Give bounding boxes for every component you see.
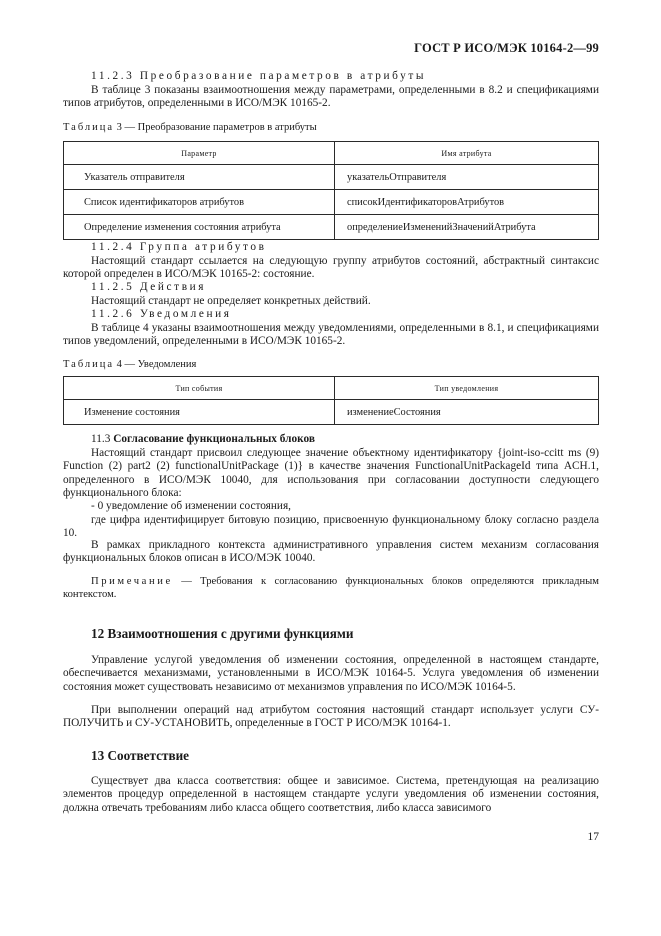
table4-header-notification: Тип уведомления — [335, 377, 599, 400]
table3-caption-prefix: Таблица — [63, 122, 115, 133]
table-row — [64, 400, 599, 425]
section-11-3-number: 11.3 — [91, 433, 114, 445]
table-cell: определениеИзмененийЗначенийАтрибута — [335, 215, 599, 240]
table-cell: Определение изменения состояния атрибута — [64, 215, 335, 240]
note-text: — Требования к согласованию функциональных блоков определяются прикладным контекстом. — [63, 576, 599, 601]
document-header: ГОСТ Р ИСО/МЭК 10164-2—99 — [414, 41, 599, 55]
section-11-2-6-title: 11.2.6 Уведомления — [91, 308, 232, 320]
table3-header-param: Параметр — [64, 142, 335, 165]
table4-header-event: Тип события — [64, 377, 335, 400]
section-13-para1: Существует два класса соответствия: общее и зависимое. Система, претендующая на реализацию элементов процедур определенной в настоящем стандарте услуги уведомления об изменении состояния, должна отвечать требованиям либо класса общего соответствия, либо класса зависимого — [63, 775, 599, 814]
section-12-para1: Управление услугой уведомления об изменении состояния, определенной в настоящем стандарте, обеспечивается механизмами, установленными в ИСО/МЭК 10164-5. Услуга уведомления об изменении состояния может существовать независимо от механизмов управления по ИСО/МЭК 10164-5. — [63, 654, 599, 693]
section-11-2-3-text: В таблице 3 показаны взаимоотношения между параметрами, определенными в 8.2 и спецификациями типов атрибутов, определенными в ИСО/МЭК 10165-2. — [63, 84, 599, 110]
table-row — [64, 165, 599, 190]
table-row — [64, 190, 599, 215]
page-number: 17 — [587, 831, 599, 843]
section-11-2-4-title: 11.2.4 Группа атрибутов — [91, 241, 267, 253]
table-cell: указательОтправителя — [335, 165, 599, 190]
section-11-3-para2: где цифра идентифицирует битовую позицию, присвоенную функциональному блоку согласно раздела 10. — [63, 514, 599, 540]
table4-caption-rest: 4 — Уведомления — [114, 359, 197, 370]
table-cell: Указатель отправителя — [64, 165, 335, 190]
table3-header-row — [64, 142, 599, 165]
section-11-3-para1: Настоящий стандарт присвоил следующее значение объектному идентификатору {joint-iso-ccitt ms (9) Function (2) part2 (2) functionalUnitPackage (1)} в качестве значения FunctionalUnitPackageId типа ACH.1, определенного в ИСО/МЭК 10040, для использования при согласовании доступности следующего функционального блока: — [63, 447, 599, 500]
section-11-3-note — [63, 575, 599, 602]
section-11-2-3-title: 11.2.3 Преобразование параметров в атрибуты — [91, 70, 427, 82]
section-11-3-list-item: - 0 уведомление об изменении состояния, — [91, 500, 291, 512]
section-11-3-heading: Согласование функциональных блоков — [113, 433, 315, 445]
section-11-2-6-text: В таблице 4 указаны взаимоотношения между уведомлениями, определенными в 8.1, и спецификациями типов уведомлений, определенными в ИСО/МЭК 10165-2. — [63, 322, 599, 348]
section-12-title: 12 Взаимоотношения с другими функциями — [91, 626, 354, 641]
table-row — [64, 215, 599, 240]
table3 — [63, 141, 599, 240]
table-cell: изменениеСостояния — [335, 400, 599, 425]
table4-caption — [63, 359, 196, 370]
section-11-3-title — [91, 433, 599, 446]
section-11-2-5-text: Настоящий стандарт не определяет конкретных действий. — [91, 295, 371, 307]
note-label: Примечание — [91, 576, 173, 587]
table-cell: Список идентификаторов атрибутов — [64, 190, 335, 215]
section-12-para2: При выполнении операций над атрибутом состояния настоящий стандарт использует услуги СУ-ПОЛУЧИТЬ и СУ-УСТАНОВИТЬ, определенные в ГОСТ Р ИСО/МЭК 10164-1. — [63, 704, 599, 730]
section-11-2-5-title: 11.2.5 Действия — [91, 281, 207, 293]
table4-caption-prefix: Таблица — [63, 359, 115, 370]
table4-header-row — [64, 377, 599, 400]
section-11-2-4-text: Настоящий стандарт ссылается на следующую группу атрибутов состояний, абстрактный синтаксис которой определен в ИСО/МЭК 10165-2: состояние. — [63, 255, 599, 281]
table-cell: Изменение состояния — [64, 400, 335, 425]
section-11-3-para3: В рамках прикладного контекста административного управления систем механизм согласования функциональных блоков описан в ИСО/МЭК 10040. — [63, 539, 599, 565]
table3-header-attr: Имя атрибута — [335, 142, 599, 165]
table3-caption — [63, 122, 317, 133]
table4 — [63, 376, 599, 425]
section-13-title: 13 Соответствие — [91, 748, 190, 763]
table-cell: списокИдентификаторовАтрибутов — [335, 190, 599, 215]
table3-caption-rest: 3 — Преобразование параметров в атрибуты — [114, 122, 317, 133]
